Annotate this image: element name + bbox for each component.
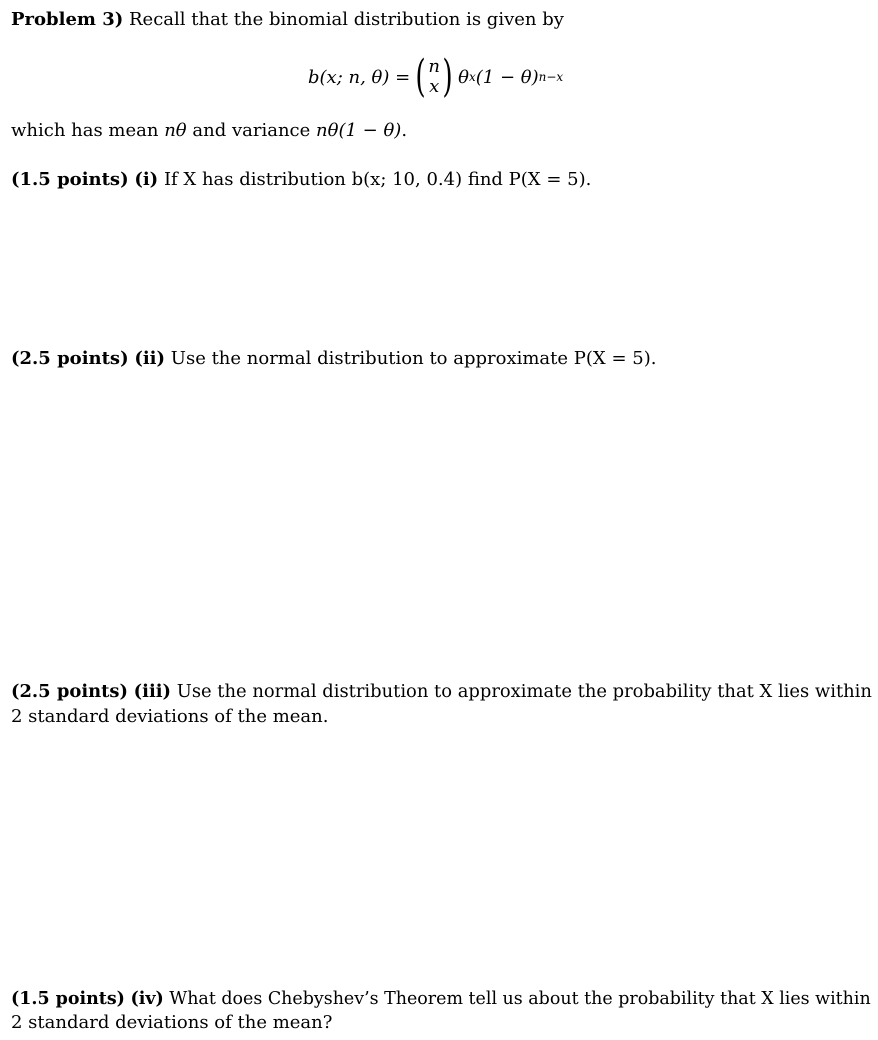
binomial-formula: b(x; n, θ) = ( n x ) θ x (1 − θ) n−x bbox=[308, 51, 564, 102]
part-iv-points: (1.5 points) bbox=[11, 989, 125, 1009]
part-iv-text: What does Chebyshev’s Theorem tell us about the probability that X lies within bbox=[169, 989, 871, 1009]
mean-expression: nθ bbox=[164, 120, 187, 141]
part-iv-text-2: 2 standard deviations of the mean? bbox=[11, 1012, 333, 1033]
left-paren: ( bbox=[415, 51, 426, 102]
binom-bottom: x bbox=[429, 76, 440, 97]
part-i-points: (1.5 points) bbox=[11, 169, 129, 190]
part-ii-points: (2.5 points) bbox=[11, 348, 129, 369]
mean-prefix: which has mean bbox=[11, 120, 159, 141]
problem-label: Problem 3) bbox=[11, 9, 124, 30]
part-ii-text: Use the normal distribution to approximate P(X = 5). bbox=[170, 348, 657, 369]
part-iii-points: (2.5 points) bbox=[11, 681, 128, 702]
part-iii bbox=[11, 680, 872, 704]
part-ii-label: (ii) bbox=[134, 348, 166, 369]
variance-expression: nθ(1 − θ) bbox=[316, 120, 402, 141]
part-i bbox=[11, 168, 591, 192]
part-iii-continuation bbox=[11, 705, 328, 729]
formula-factor: (1 − θ) bbox=[475, 66, 539, 88]
binomial-coefficient bbox=[412, 51, 456, 102]
problem-intro: Recall that the binomial distribution is given by bbox=[129, 9, 564, 30]
problem-heading bbox=[11, 8, 564, 32]
part-iii-label: (iii) bbox=[133, 681, 172, 702]
part-iv bbox=[11, 987, 871, 1011]
part-i-label: (i) bbox=[134, 169, 159, 190]
part-iii-text-2: 2 standard deviations of the mean. bbox=[11, 706, 329, 727]
part-i-text: If X has distribution b(x; 10, 0.4) find P(X = 5). bbox=[163, 169, 592, 190]
part-ii bbox=[11, 347, 656, 371]
right-paren: ) bbox=[442, 51, 453, 102]
mean-middle: and variance bbox=[192, 120, 311, 141]
formula-theta: θ bbox=[458, 66, 469, 88]
part-iii-text: Use the normal distribution to approximate the probability that X lies within bbox=[176, 681, 872, 702]
part-iv-label: (iv) bbox=[130, 989, 164, 1009]
part-iv-continuation bbox=[11, 1011, 332, 1035]
binom-top: n bbox=[428, 56, 440, 77]
mean-variance-line bbox=[11, 119, 407, 143]
mean-suffix: . bbox=[401, 120, 408, 141]
formula-lhs: b(x; n, θ) = bbox=[308, 66, 411, 88]
